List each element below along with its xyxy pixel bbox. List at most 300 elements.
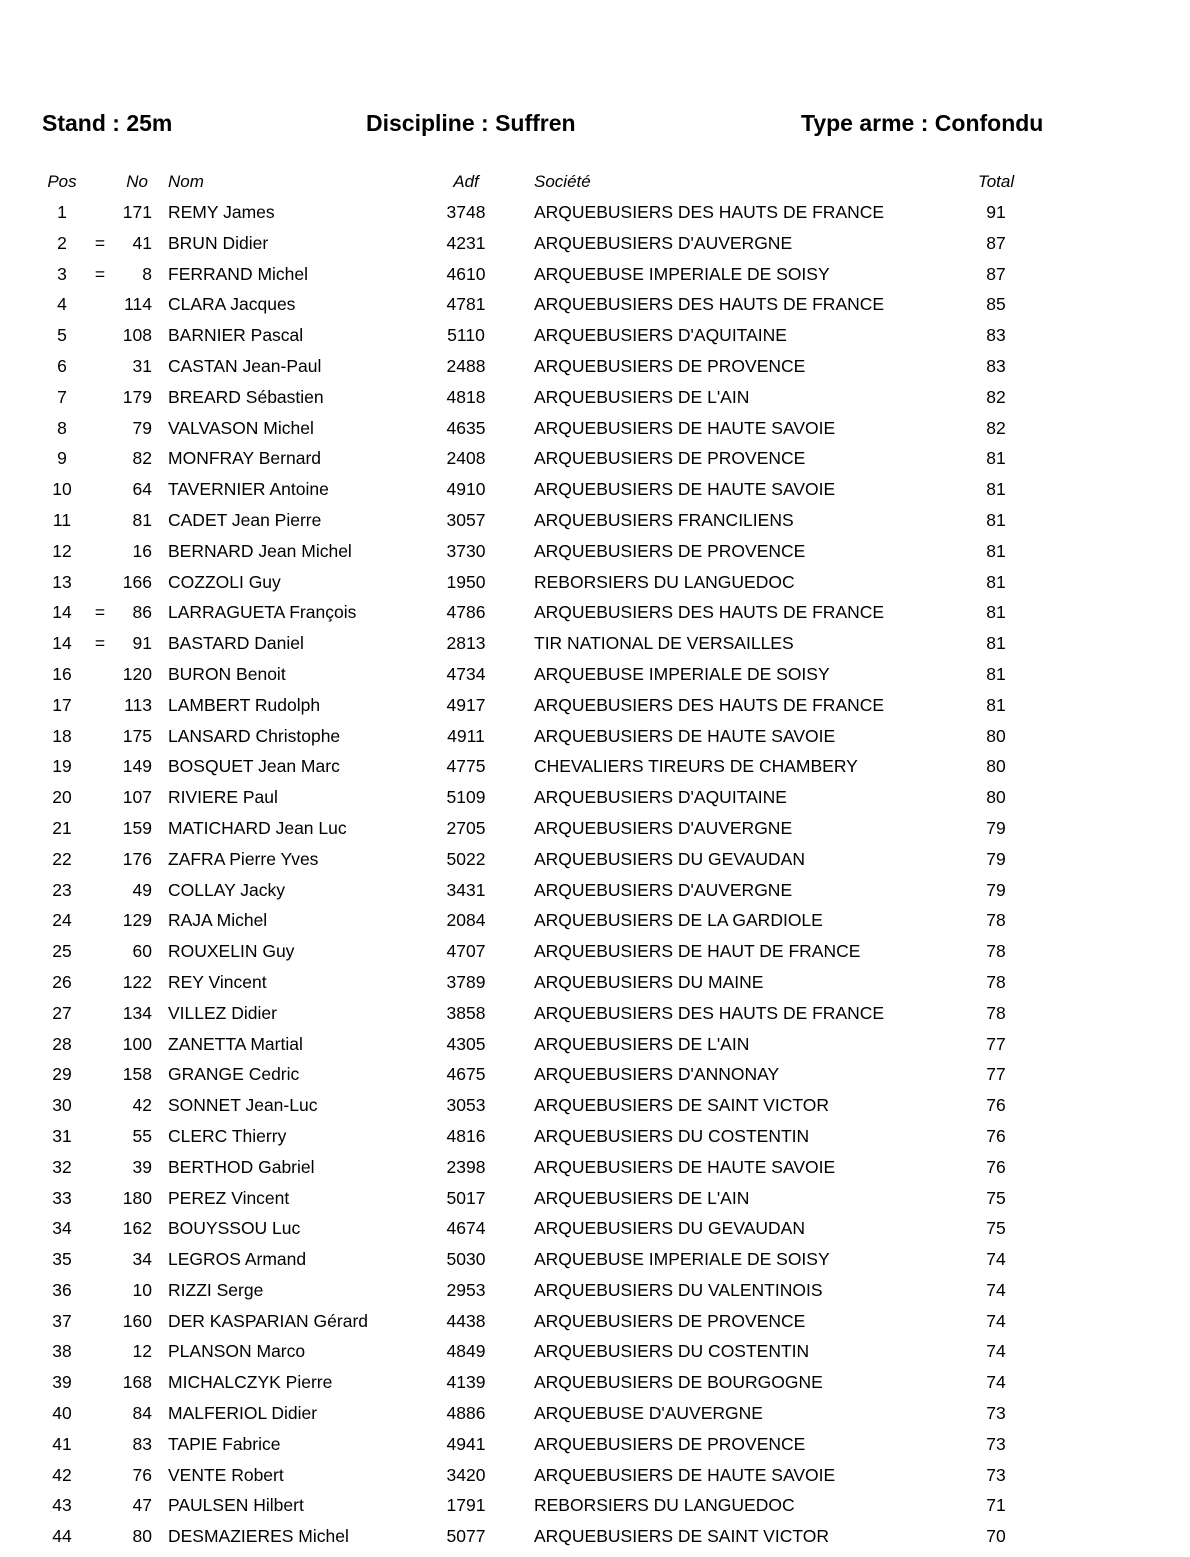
cell-total: 85 bbox=[986, 294, 1006, 315]
cell-nom: MICHALCZYK Pierre bbox=[168, 1372, 333, 1393]
cell-adf: 1950 bbox=[446, 571, 486, 592]
table-row bbox=[0, 510, 1190, 541]
cell-pos: 14 bbox=[52, 602, 72, 623]
cell-no: 175 bbox=[122, 725, 152, 746]
cell-no: 16 bbox=[132, 540, 152, 561]
cell-societe: ARQUEBUSIERS DE PROVENCE bbox=[534, 1433, 806, 1454]
table-row bbox=[0, 233, 1190, 264]
cell-societe: ARQUEBUSIERS DE HAUT DE FRANCE bbox=[534, 941, 861, 962]
cell-nom: PEREZ Vincent bbox=[168, 1187, 290, 1208]
cell-societe: ARQUEBUSIERS DE HAUTE SAVOIE bbox=[534, 479, 836, 500]
column-headers bbox=[0, 172, 1190, 194]
cell-societe: REBORSIERS DU LANGUEDOC bbox=[534, 1495, 795, 1516]
cell-pos: 29 bbox=[52, 1064, 72, 1085]
cell-societe: TIR NATIONAL DE VERSAILLES bbox=[534, 633, 794, 654]
cell-total: 73 bbox=[986, 1433, 1006, 1454]
cell-no: 64 bbox=[132, 479, 152, 500]
cell-pos: 2 bbox=[57, 232, 67, 253]
cell-pos: 8 bbox=[57, 417, 67, 438]
cell-societe: ARQUEBUSIERS DE HAUTE SAVOIE bbox=[534, 1156, 836, 1177]
cell-no: 168 bbox=[122, 1372, 152, 1393]
cell-total: 79 bbox=[986, 817, 1006, 838]
cell-nom: PLANSON Marco bbox=[168, 1341, 306, 1362]
table-row bbox=[0, 1403, 1190, 1434]
table-row bbox=[0, 294, 1190, 325]
cell-pos: 10 bbox=[52, 479, 72, 500]
table-row bbox=[0, 1372, 1190, 1403]
cell-total: 78 bbox=[986, 910, 1006, 931]
cell-adf: 1791 bbox=[446, 1495, 486, 1516]
table-row bbox=[0, 941, 1190, 972]
cell-adf: 3789 bbox=[446, 971, 486, 992]
table-row bbox=[0, 726, 1190, 757]
cell-nom: CASTAN Jean-Paul bbox=[168, 355, 322, 376]
cell-nom: MALFERIOL Didier bbox=[168, 1403, 318, 1424]
cell-pos: 16 bbox=[52, 663, 72, 684]
cell-adf: 4910 bbox=[446, 479, 486, 500]
cell-total: 81 bbox=[986, 540, 1006, 561]
cell-nom: DER KASPARIAN Gérard bbox=[168, 1310, 369, 1331]
cell-societe: ARQUEBUSIERS DES HAUTS DE FRANCE bbox=[534, 294, 885, 315]
cell-no: 84 bbox=[132, 1403, 152, 1424]
cell-no: 83 bbox=[132, 1433, 152, 1454]
cell-nom: REY Vincent bbox=[168, 971, 267, 992]
cell-adf: 3420 bbox=[446, 1464, 486, 1485]
cell-total: 78 bbox=[986, 971, 1006, 992]
cell-pos: 43 bbox=[52, 1495, 72, 1516]
cell-total: 79 bbox=[986, 848, 1006, 869]
cell-nom: REMY James bbox=[168, 202, 275, 222]
cell-pos: 44 bbox=[52, 1526, 72, 1547]
cell-adf: 5022 bbox=[446, 848, 486, 869]
column-header-adf: Adf bbox=[453, 172, 479, 191]
cell-pos: 1 bbox=[57, 202, 67, 222]
cell-total: 78 bbox=[986, 941, 1006, 962]
cell-no: 100 bbox=[122, 1033, 152, 1054]
table-row bbox=[0, 1280, 1190, 1311]
table-row bbox=[0, 910, 1190, 941]
cell-adf: 4231 bbox=[446, 232, 486, 253]
cell-pos: 11 bbox=[52, 509, 72, 530]
cell-adf: 4911 bbox=[447, 725, 485, 746]
cell-no: 60 bbox=[132, 941, 152, 962]
cell-nom: CADET Jean Pierre bbox=[168, 509, 322, 530]
table-row bbox=[0, 325, 1190, 356]
cell-nom: SONNET Jean-Luc bbox=[168, 1095, 318, 1116]
cell-total: 82 bbox=[986, 386, 1006, 407]
cell-pos: 14 bbox=[52, 633, 72, 654]
weapon-type-label: Type arme : Confondu bbox=[801, 110, 1044, 136]
column-header-total: Total bbox=[977, 172, 1015, 191]
cell-societe: ARQUEBUSE IMPERIALE DE SOISY bbox=[534, 263, 830, 284]
cell-no: 166 bbox=[122, 571, 152, 592]
table-row bbox=[0, 387, 1190, 418]
table-row bbox=[0, 818, 1190, 849]
cell-pos: 41 bbox=[52, 1433, 72, 1454]
cell-societe: ARQUEBUSIERS DU COSTENTIN bbox=[534, 1341, 810, 1362]
cell-nom: MATICHARD Jean Luc bbox=[168, 817, 347, 838]
cell-total: 81 bbox=[986, 571, 1006, 592]
cell-total: 74 bbox=[986, 1279, 1006, 1300]
table-row bbox=[0, 418, 1190, 449]
cell-total: 76 bbox=[986, 1125, 1006, 1146]
cell-adf: 2398 bbox=[446, 1156, 486, 1177]
cell-no: 39 bbox=[132, 1156, 152, 1177]
cell-societe: ARQUEBUSIERS DU COSTENTIN bbox=[534, 1125, 810, 1146]
table-row bbox=[0, 1341, 1190, 1372]
cell-pos: 39 bbox=[52, 1372, 72, 1393]
cell-adf: 4635 bbox=[446, 417, 486, 438]
cell-adf: 4674 bbox=[446, 1218, 486, 1239]
cell-no: 113 bbox=[124, 694, 152, 715]
cell-pos: 7 bbox=[57, 386, 67, 407]
cell-societe: ARQUEBUSE IMPERIALE DE SOISY bbox=[534, 1249, 830, 1270]
cell-pos: 30 bbox=[52, 1095, 72, 1116]
cell-adf: 5110 bbox=[447, 325, 485, 346]
column-header-societe: Société bbox=[534, 172, 591, 191]
cell-societe: ARQUEBUSIERS DE PROVENCE bbox=[534, 1310, 806, 1331]
table-row bbox=[0, 572, 1190, 603]
cell-nom: BASTARD Daniel bbox=[168, 633, 304, 654]
cell-adf: 4675 bbox=[446, 1064, 486, 1085]
cell-nom: RIVIERE Paul bbox=[168, 787, 278, 808]
cell-nom: TAPIE Fabrice bbox=[168, 1433, 281, 1454]
cell-no: 159 bbox=[122, 817, 152, 838]
cell-total: 74 bbox=[986, 1372, 1006, 1393]
results-table bbox=[0, 202, 1190, 1557]
table-row bbox=[0, 479, 1190, 510]
cell-total: 75 bbox=[986, 1187, 1006, 1208]
cell-adf: 4816 bbox=[446, 1125, 486, 1146]
cell-no: 49 bbox=[132, 879, 152, 900]
cell-total: 83 bbox=[986, 325, 1006, 346]
cell-nom: VENTE Robert bbox=[168, 1464, 284, 1485]
cell-nom: COLLAY Jacky bbox=[168, 879, 286, 900]
cell-total: 71 bbox=[986, 1495, 1006, 1516]
cell-pos: 27 bbox=[52, 1002, 72, 1023]
cell-no: 8 bbox=[142, 263, 152, 284]
table-row bbox=[0, 787, 1190, 818]
cell-pos: 37 bbox=[52, 1310, 72, 1331]
cell-pos: 17 bbox=[52, 694, 72, 715]
cell-adf: 4941 bbox=[446, 1433, 486, 1454]
cell-adf: 4707 bbox=[446, 941, 486, 962]
cell-total: 87 bbox=[986, 232, 1006, 253]
cell-no: 42 bbox=[132, 1095, 152, 1116]
cell-adf: 5077 bbox=[446, 1526, 486, 1547]
table-row bbox=[0, 880, 1190, 911]
cell-no: 91 bbox=[132, 633, 152, 654]
cell-societe: ARQUEBUSIERS DU MAINE bbox=[534, 971, 764, 992]
cell-societe: ARQUEBUSIERS DE SAINT VICTOR bbox=[534, 1526, 829, 1547]
cell-societe: ARQUEBUSIERS D'AUVERGNE bbox=[534, 817, 793, 838]
table-row bbox=[0, 849, 1190, 880]
table-row bbox=[0, 1126, 1190, 1157]
cell-nom: DESMAZIERES Michel bbox=[168, 1526, 349, 1547]
cell-adf: 2705 bbox=[446, 817, 486, 838]
cell-societe: ARQUEBUSIERS DES HAUTS DE FRANCE bbox=[534, 1002, 885, 1023]
cell-tie-marker: = bbox=[94, 263, 106, 284]
cell-total: 70 bbox=[986, 1526, 1006, 1547]
cell-adf: 5030 bbox=[446, 1249, 486, 1270]
cell-societe: ARQUEBUSIERS DE LA GARDIOLE bbox=[534, 910, 823, 931]
cell-no: 114 bbox=[124, 294, 152, 315]
cell-nom: BARNIER Pascal bbox=[168, 325, 304, 346]
cell-no: 81 bbox=[132, 509, 152, 530]
cell-total: 91 bbox=[986, 202, 1006, 222]
cell-no: 12 bbox=[132, 1341, 152, 1362]
cell-no: 129 bbox=[122, 910, 152, 931]
stand-label: Stand : 25m bbox=[42, 110, 173, 136]
cell-adf: 3431 bbox=[446, 879, 486, 900]
cell-societe: ARQUEBUSIERS DE PROVENCE bbox=[534, 540, 806, 561]
cell-societe: ARQUEBUSIERS DE HAUTE SAVOIE bbox=[534, 417, 836, 438]
cell-total: 74 bbox=[986, 1341, 1006, 1362]
cell-adf: 5017 bbox=[446, 1187, 486, 1208]
cell-societe: ARQUEBUSIERS D'AQUITAINE bbox=[534, 325, 787, 346]
cell-nom: BRUN Didier bbox=[168, 232, 269, 253]
cell-no: 41 bbox=[132, 232, 152, 253]
cell-total: 83 bbox=[986, 355, 1006, 376]
cell-pos: 23 bbox=[52, 879, 72, 900]
cell-pos: 26 bbox=[52, 971, 72, 992]
cell-societe: REBORSIERS DU LANGUEDOC bbox=[534, 571, 795, 592]
cell-total: 80 bbox=[986, 787, 1006, 808]
table-row bbox=[0, 633, 1190, 664]
cell-total: 74 bbox=[986, 1249, 1006, 1270]
table-row bbox=[0, 602, 1190, 633]
cell-total: 82 bbox=[986, 417, 1006, 438]
cell-no: 79 bbox=[132, 417, 152, 438]
cell-nom: CLARA Jacques bbox=[168, 294, 296, 315]
cell-nom: MONFRAY Bernard bbox=[168, 448, 322, 469]
cell-no: 120 bbox=[122, 663, 152, 684]
table-row bbox=[0, 1157, 1190, 1188]
cell-societe: ARQUEBUSIERS D'AUVERGNE bbox=[534, 879, 793, 900]
cell-adf: 3730 bbox=[446, 540, 486, 561]
cell-adf: 4786 bbox=[446, 602, 486, 623]
cell-adf: 3053 bbox=[446, 1095, 486, 1116]
cell-adf: 4917 bbox=[446, 694, 486, 715]
cell-no: 31 bbox=[132, 355, 152, 376]
cell-no: 171 bbox=[122, 202, 152, 222]
cell-pos: 22 bbox=[52, 848, 72, 869]
cell-no: 10 bbox=[132, 1279, 152, 1300]
cell-pos: 28 bbox=[52, 1033, 72, 1054]
cell-pos: 42 bbox=[52, 1464, 72, 1485]
cell-no: 34 bbox=[132, 1249, 152, 1270]
cell-total: 80 bbox=[986, 725, 1006, 746]
cell-no: 134 bbox=[122, 1002, 152, 1023]
cell-adf: 2488 bbox=[446, 355, 486, 376]
cell-pos: 12 bbox=[52, 540, 72, 561]
table-row bbox=[0, 1188, 1190, 1219]
cell-tie-marker: = bbox=[94, 602, 106, 623]
cell-no: 86 bbox=[132, 602, 152, 623]
cell-societe: ARQUEBUSE D'AUVERGNE bbox=[534, 1403, 763, 1424]
cell-nom: ZAFRA Pierre Yves bbox=[168, 848, 319, 869]
table-row bbox=[0, 202, 1190, 233]
cell-pos: 19 bbox=[52, 756, 72, 777]
cell-nom: VILLEZ Didier bbox=[168, 1002, 277, 1023]
cell-nom: ROUXELIN Guy bbox=[168, 941, 295, 962]
cell-tie-marker: = bbox=[94, 633, 106, 654]
cell-nom: BREARD Sébastien bbox=[168, 386, 324, 407]
cell-adf: 3858 bbox=[446, 1002, 486, 1023]
cell-no: 82 bbox=[132, 448, 152, 469]
cell-no: 179 bbox=[122, 386, 152, 407]
cell-societe: ARQUEBUSIERS DES HAUTS DE FRANCE bbox=[534, 694, 885, 715]
cell-pos: 9 bbox=[57, 448, 67, 469]
cell-pos: 18 bbox=[52, 725, 72, 746]
table-row bbox=[0, 1249, 1190, 1280]
cell-adf: 4305 bbox=[446, 1033, 486, 1054]
cell-nom: COZZOLI Guy bbox=[168, 571, 281, 592]
cell-pos: 4 bbox=[57, 294, 67, 315]
cell-adf: 2953 bbox=[446, 1279, 486, 1300]
cell-nom: LARRAGUETA François bbox=[168, 602, 357, 623]
cell-adf: 3057 bbox=[446, 509, 486, 530]
cell-total: 81 bbox=[986, 479, 1006, 500]
table-row bbox=[0, 541, 1190, 572]
cell-nom: RIZZI Serge bbox=[168, 1279, 264, 1300]
cell-pos: 3 bbox=[57, 263, 67, 284]
cell-societe: ARQUEBUSIERS DE HAUTE SAVOIE bbox=[534, 1464, 836, 1485]
table-row bbox=[0, 1003, 1190, 1034]
cell-adf: 2813 bbox=[446, 633, 486, 654]
table-row bbox=[0, 1434, 1190, 1465]
cell-nom: BOUYSSOU Luc bbox=[168, 1218, 301, 1239]
cell-pos: 6 bbox=[57, 355, 67, 376]
column-header-no: No bbox=[126, 172, 148, 191]
cell-societe: ARQUEBUSIERS D'AQUITAINE bbox=[534, 787, 787, 808]
cell-societe: ARQUEBUSIERS DE PROVENCE bbox=[534, 448, 806, 469]
table-row bbox=[0, 1034, 1190, 1065]
cell-nom: CLERC Thierry bbox=[168, 1125, 287, 1146]
table-row bbox=[0, 1218, 1190, 1249]
cell-no: 47 bbox=[132, 1495, 152, 1516]
cell-total: 76 bbox=[986, 1156, 1006, 1177]
cell-nom: PAULSEN Hilbert bbox=[168, 1495, 304, 1516]
cell-adf: 4849 bbox=[446, 1341, 486, 1362]
cell-adf: 4775 bbox=[446, 756, 486, 777]
table-row bbox=[0, 756, 1190, 787]
cell-nom: RAJA Michel bbox=[168, 910, 268, 931]
table-row bbox=[0, 1526, 1190, 1557]
table-row bbox=[0, 448, 1190, 479]
table-row bbox=[0, 972, 1190, 1003]
cell-societe: ARQUEBUSIERS DE PROVENCE bbox=[534, 355, 806, 376]
cell-total: 81 bbox=[986, 602, 1006, 623]
cell-no: 122 bbox=[122, 971, 152, 992]
cell-adf: 2408 bbox=[446, 448, 486, 469]
cell-no: 76 bbox=[132, 1464, 152, 1485]
table-row bbox=[0, 664, 1190, 695]
cell-societe: ARQUEBUSIERS DE L'AIN bbox=[534, 1187, 750, 1208]
cell-societe: ARQUEBUSIERS DE BOURGOGNE bbox=[534, 1372, 823, 1393]
cell-adf: 4886 bbox=[446, 1403, 486, 1424]
cell-adf: 4438 bbox=[446, 1310, 486, 1331]
cell-nom: FERRAND Michel bbox=[168, 263, 309, 284]
cell-nom: BURON Benoit bbox=[168, 663, 286, 684]
cell-nom: GRANGE Cedric bbox=[168, 1064, 300, 1085]
table-row bbox=[0, 1095, 1190, 1126]
cell-total: 74 bbox=[986, 1310, 1006, 1331]
cell-no: 55 bbox=[132, 1125, 152, 1146]
cell-societe: ARQUEBUSIERS FRANCILIENS bbox=[534, 509, 794, 530]
cell-nom: BOSQUET Jean Marc bbox=[168, 756, 340, 777]
table-row bbox=[0, 695, 1190, 726]
cell-pos: 34 bbox=[52, 1218, 72, 1239]
table-row bbox=[0, 1465, 1190, 1496]
cell-societe: ARQUEBUSE IMPERIALE DE SOISY bbox=[534, 663, 830, 684]
cell-total: 81 bbox=[986, 509, 1006, 530]
table-row bbox=[0, 356, 1190, 387]
cell-total: 81 bbox=[986, 694, 1006, 715]
cell-adf: 4781 bbox=[446, 294, 486, 315]
column-header-nom: Nom bbox=[168, 172, 204, 191]
cell-total: 73 bbox=[986, 1464, 1006, 1485]
cell-societe: ARQUEBUSIERS DES HAUTS DE FRANCE bbox=[534, 202, 885, 222]
column-header-pos: Pos bbox=[47, 172, 77, 191]
cell-total: 75 bbox=[986, 1218, 1006, 1239]
cell-total: 81 bbox=[986, 448, 1006, 469]
cell-adf: 4610 bbox=[446, 263, 486, 284]
cell-adf: 5109 bbox=[446, 787, 486, 808]
results-header bbox=[0, 110, 1190, 142]
cell-no: 149 bbox=[122, 756, 152, 777]
cell-pos: 32 bbox=[52, 1156, 72, 1177]
cell-pos: 21 bbox=[52, 817, 72, 838]
cell-pos: 36 bbox=[52, 1279, 72, 1300]
cell-adf: 4139 bbox=[446, 1372, 486, 1393]
cell-pos: 13 bbox=[52, 571, 72, 592]
cell-total: 80 bbox=[986, 756, 1006, 777]
cell-total: 73 bbox=[986, 1403, 1006, 1424]
cell-total: 76 bbox=[986, 1095, 1006, 1116]
cell-adf: 4734 bbox=[446, 663, 486, 684]
discipline-label: Discipline : Suffren bbox=[366, 110, 576, 136]
cell-societe: ARQUEBUSIERS DU VALENTINOIS bbox=[534, 1279, 823, 1300]
cell-pos: 20 bbox=[52, 787, 72, 808]
cell-nom: ZANETTA Martial bbox=[168, 1033, 303, 1054]
cell-societe: CHEVALIERS TIREURS DE CHAMBERY bbox=[534, 756, 858, 777]
cell-pos: 5 bbox=[57, 325, 67, 346]
cell-no: 160 bbox=[122, 1310, 152, 1331]
table-row bbox=[0, 1064, 1190, 1095]
cell-no: 180 bbox=[122, 1187, 152, 1208]
table-row bbox=[0, 264, 1190, 295]
cell-nom: BERNARD Jean Michel bbox=[168, 540, 352, 561]
cell-nom: LANSARD Christophe bbox=[168, 725, 341, 746]
cell-no: 158 bbox=[122, 1064, 152, 1085]
cell-total: 77 bbox=[986, 1033, 1006, 1054]
cell-nom: LAMBERT Rudolph bbox=[168, 694, 321, 715]
cell-nom: VALVASON Michel bbox=[168, 417, 314, 438]
cell-pos: 25 bbox=[52, 941, 72, 962]
cell-pos: 35 bbox=[52, 1249, 72, 1270]
cell-pos: 24 bbox=[52, 910, 72, 931]
cell-societe: ARQUEBUSIERS DE SAINT VICTOR bbox=[534, 1095, 829, 1116]
cell-societe: ARQUEBUSIERS DU GEVAUDAN bbox=[534, 848, 805, 869]
cell-adf: 3748 bbox=[446, 202, 486, 222]
cell-pos: 40 bbox=[52, 1403, 72, 1424]
cell-nom: BERTHOD Gabriel bbox=[168, 1156, 315, 1177]
cell-societe: ARQUEBUSIERS DU GEVAUDAN bbox=[534, 1218, 805, 1239]
cell-total: 79 bbox=[986, 879, 1006, 900]
cell-nom: LEGROS Armand bbox=[168, 1249, 307, 1270]
table-row bbox=[0, 1311, 1190, 1342]
